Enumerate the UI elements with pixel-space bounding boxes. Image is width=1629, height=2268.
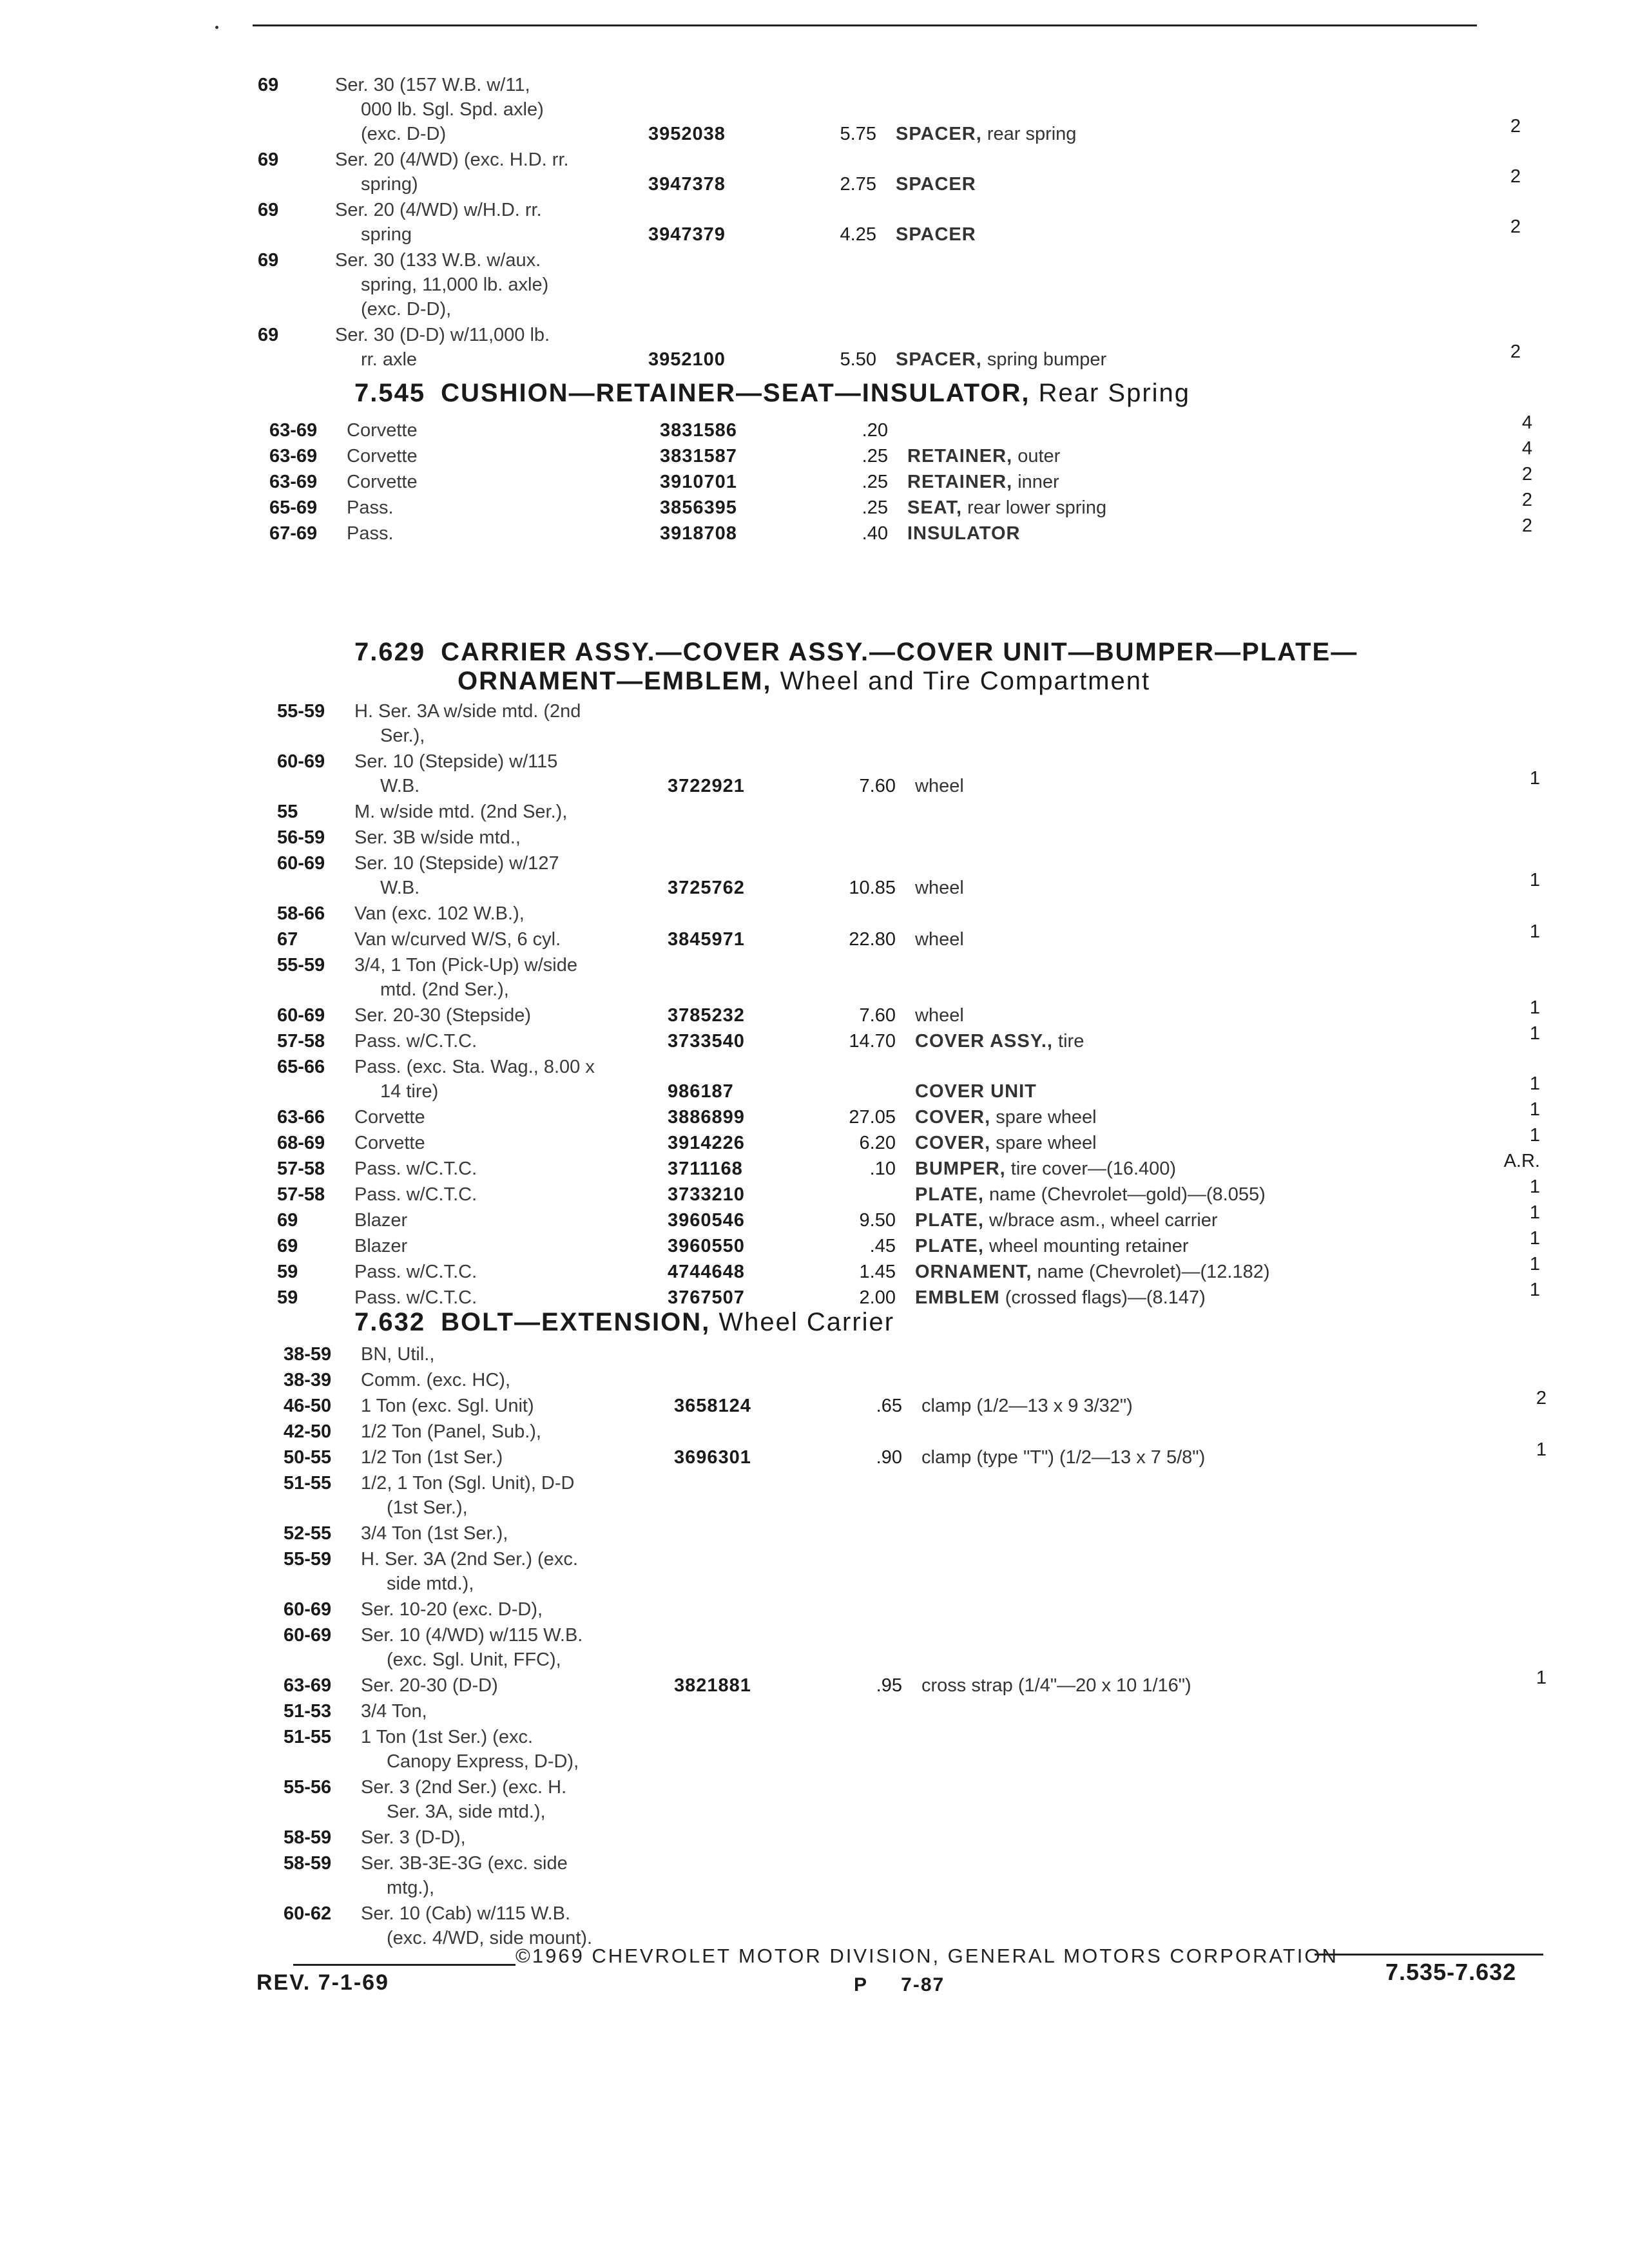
model-years: 65-69 [269,497,318,518]
application-line: Pass. w/C.T.C. [354,1031,477,1052]
part-number: 3960550 [668,1236,745,1256]
model-years: 60-69 [277,853,325,874]
section-title: CUSHION—RETAINER—SEAT—INSULATOR, [441,379,1030,407]
part-name-desc: name (Chevrolet—gold)—(8.055) [983,1184,1266,1205]
model-years: 69 [258,250,279,271]
quantity: 1 [1529,921,1540,942]
price: .10 [869,1158,896,1179]
part-number: 3831587 [660,446,737,466]
part-number: 3733540 [668,1031,745,1052]
part-name-bold: PLATE, [915,1210,984,1231]
part-number: 3910701 [660,472,737,492]
application-line: Ser. 30 (133 W.B. w/aux. [335,250,541,271]
part-name [915,1285,1206,1311]
section-heading [354,1308,894,1337]
application-line: side mtd.), [387,1573,474,1594]
application-line: Blazer [354,1210,408,1231]
price: .25 [862,497,888,518]
application-line: 3/4, 1 Ton (Pick-Up) w/side [354,955,577,975]
model-years: 63-69 [269,446,318,466]
application-line: 1 Ton (1st Ser.) (exc. [361,1727,534,1747]
model-years: 69 [258,149,279,170]
model-years: 51-53 [284,1701,332,1722]
application-line: Ser. 3A, side mtd.), [387,1802,546,1822]
part-number: 4744648 [668,1262,745,1282]
model-years: 69 [258,325,279,345]
part-name-bold: COVER ASSY., [915,1031,1053,1052]
price: 1.45 [859,1262,896,1282]
model-years: 67-69 [269,523,318,544]
model-years: 69 [258,75,279,95]
part-name-desc: cross strap (1/4"—20 x 10 1/16") [921,1675,1191,1696]
model-years: 50-55 [284,1447,332,1468]
part-name-bold: SPACER [896,174,976,195]
part-name-desc: tire cover—(16.400) [1005,1158,1177,1179]
model-years: 59 [277,1262,298,1282]
part-number: 986187 [668,1081,734,1102]
model-years: 38-59 [284,1344,332,1365]
page-number: P 7-87 [854,1974,945,1995]
part-number: 3785232 [668,1005,745,1026]
part-name [915,773,964,799]
part-name-bold: COVER UNIT [915,1081,1037,1102]
part-number: 3733210 [668,1184,745,1205]
price: 7.60 [859,776,896,796]
model-years: 52-55 [284,1523,332,1544]
part-number: 3725762 [668,878,745,898]
application-line: Ser. 10 (Cab) w/115 W.B. [361,1903,571,1924]
footer-rule-left [293,1964,516,1966]
application-line: W.B. [380,776,420,796]
part-number: 3831586 [660,420,737,441]
quantity: 1 [1529,1254,1540,1274]
application-line: Ser. 3B w/side mtd., [354,827,521,848]
price: .90 [876,1447,902,1468]
part-number: 3821881 [674,1675,751,1696]
application-line: Corvette [347,420,418,441]
model-years: 55 [277,802,298,822]
application-line: Ser. 10 (4/WD) w/115 W.B. [361,1625,583,1646]
model-years: 65-66 [277,1057,325,1077]
application-line: spring, 11,000 lb. axle) [361,274,549,295]
part-number: 3856395 [660,497,737,518]
application-line: Ser. 3 (2nd Ser.) (exc. H. [361,1777,567,1798]
model-years: 56-59 [277,827,325,848]
part-name-bold: PLATE, [915,1184,984,1205]
part-number: 3960546 [668,1210,745,1231]
section-description: Rear Spring [1030,379,1191,407]
application-line: H. Ser. 3A (2nd Ser.) (exc. [361,1549,578,1570]
part-name-desc: wheel [915,878,964,898]
price: .65 [876,1396,902,1416]
quantity: 4 [1521,438,1532,459]
part-name-bold: SEAT, [907,497,963,518]
section-title-cont: ORNAMENT—EMBLEM, [458,667,772,695]
part-number: 3918708 [660,523,737,544]
price: 5.50 [840,349,876,370]
quantity: 1 [1529,870,1540,890]
model-years: 42-50 [284,1421,332,1442]
model-years: 57-58 [277,1158,325,1179]
section-heading [354,379,1190,408]
application-line: mtd. (2nd Ser.), [380,979,509,1000]
model-years: 58-59 [284,1827,332,1848]
model-years: 60-69 [277,1005,325,1026]
part-name-desc: tire [1052,1031,1084,1052]
model-years: 68-69 [277,1133,325,1153]
application-line: (exc. 4/WD, side mount). [387,1928,593,1948]
model-years: 55-59 [284,1549,332,1570]
model-years: 38-39 [284,1370,332,1390]
application-line: Ser. 20 (4/WD) (exc. H.D. rr. [335,149,569,170]
application-line: Corvette [347,472,418,492]
price: 14.70 [849,1031,896,1052]
part-number: 3952038 [648,124,726,144]
price: 2.00 [859,1287,896,1308]
part-number: 3696301 [674,1447,751,1468]
part-name-desc: rear lower spring [962,497,1107,518]
part-name [907,495,1106,521]
price: .40 [862,523,888,544]
price: .25 [862,446,888,466]
quantity: 1 [1529,1099,1540,1120]
price: .20 [862,420,888,441]
application-line: W.B. [380,878,420,898]
part-name [907,521,1020,546]
scan-speck [215,26,218,29]
part-name [915,1259,1270,1285]
part-name-bold: BUMPER, [915,1158,1006,1179]
part-name [896,171,976,197]
part-name-desc: wheel mounting retainer [983,1236,1189,1256]
application-line: Pass. w/C.T.C. [354,1158,477,1179]
application-line: (1st Ser.), [387,1497,468,1518]
price: 4.25 [840,224,876,245]
part-name-bold: EMBLEM [915,1287,1000,1308]
model-years: 55-59 [277,701,325,722]
application-line: 000 lb. Sgl. Spd. axle) [361,99,544,120]
part-number: 3722921 [668,776,745,796]
application-line: Ser. 20-30 (Stepside) [354,1005,532,1026]
application-line: Pass. (exc. Sta. Wag., 8.00 x [354,1057,595,1077]
quantity: 2 [1521,490,1532,510]
model-years: 51-55 [284,1473,332,1494]
part-name-desc: spring bumper [981,349,1107,370]
quantity: 2 [1510,166,1521,187]
section-title: CARRIER ASSY.—COVER ASSY.—COVER UNIT—BUMPER—PLATE— [441,638,1358,666]
price: .45 [869,1236,896,1256]
section-title: BOLT—EXTENSION, [441,1308,711,1336]
part-number: 3914226 [668,1133,745,1153]
model-years: 60-69 [284,1599,332,1620]
part-name [907,443,1060,469]
model-years: 57-58 [277,1031,325,1052]
application-line: Corvette [347,446,418,466]
application-line: Van (exc. 102 W.B.), [354,903,525,924]
quantity: 1 [1529,1177,1540,1197]
quantity: 1 [1529,768,1540,789]
part-name-desc: clamp (1/2—13 x 9 3/32") [921,1396,1133,1416]
quantity: A.R. [1503,1151,1540,1171]
quantity: 2 [1536,1388,1547,1408]
model-years: 63-69 [284,1675,332,1696]
part-name-bold: SPACER, [896,124,982,144]
model-years: 59 [277,1287,298,1308]
application-line: Ser. 3B-3E-3G (exc. side [361,1853,568,1874]
part-name [921,1393,1133,1419]
part-name-bold: SPACER [896,224,976,245]
revision-date: REV. 7-1-69 [256,1970,389,1995]
part-name-desc: spare wheel [990,1107,1097,1128]
model-years: 55-59 [277,955,325,975]
application-line: spring [361,224,412,245]
application-line: Pass. w/C.T.C. [354,1287,477,1308]
price: 27.05 [849,1107,896,1128]
application-line: 1/2 Ton (1st Ser.) [361,1447,503,1468]
part-name [921,1445,1205,1470]
part-name [915,1207,1218,1233]
model-years: 58-66 [277,903,325,924]
model-years: 58-59 [284,1853,332,1874]
part-name [915,1182,1266,1207]
model-years: 69 [277,1236,298,1256]
part-name [915,1003,964,1028]
model-years: 63-69 [269,420,318,441]
section-number: 7.632 [354,1308,426,1336]
part-number: 3658124 [674,1396,751,1416]
part-name [915,1028,1084,1054]
price: 7.60 [859,1005,896,1026]
part-name [915,1130,1097,1156]
part-number: 3711168 [668,1158,743,1179]
model-years: 46-50 [284,1396,332,1416]
part-name-bold: COVER, [915,1133,991,1153]
part-name [915,1104,1097,1130]
section-range: 7.535-7.632 [1385,1959,1517,1985]
application-line: Corvette [354,1107,425,1128]
model-years: 67 [277,929,298,950]
application-line: Van w/curved W/S, 6 cyl. [354,929,561,950]
quantity: 2 [1521,464,1532,485]
price: 5.75 [840,124,876,144]
footer-rule-right [1315,1954,1543,1956]
part-name-desc: outer [1012,446,1061,466]
part-name [915,1079,1037,1104]
quantity: 1 [1536,1439,1547,1460]
application-line: 14 tire) [380,1081,439,1102]
application-line: Pass. [347,523,394,544]
quantity: 4 [1521,412,1532,433]
part-name-bold: COVER, [915,1107,991,1128]
quantity: 1 [1529,1202,1540,1223]
section-heading [354,638,1358,696]
part-name-bold: PLATE, [915,1236,984,1256]
application-line: Pass. w/C.T.C. [354,1262,477,1282]
top-rule [253,24,1477,26]
part-number: 3947378 [648,174,726,195]
part-name-desc: wheel [915,776,964,796]
part-name-bold: SPACER, [896,349,982,370]
part-name-desc: spare wheel [990,1133,1097,1153]
part-name [907,469,1059,495]
model-years: 69 [258,200,279,220]
part-name [915,1233,1189,1259]
model-years: 55-56 [284,1777,332,1798]
part-name-desc: (crossed flags)—(8.147) [999,1287,1206,1308]
part-name-desc: rear spring [981,124,1077,144]
model-years: 63-69 [269,472,318,492]
application-line: mtg.), [387,1878,435,1898]
part-name-bold: INSULATOR [907,523,1021,544]
application-line: Ser. 3 (D-D), [361,1827,466,1848]
part-name [915,875,964,901]
part-name-desc: wheel [915,929,964,950]
quantity: 2 [1510,116,1521,137]
quantity: 2 [1510,216,1521,237]
part-name [896,347,1106,372]
application-line: Ser. 20 (4/WD) w/H.D. rr. [335,200,542,220]
application-line: M. w/side mtd. (2nd Ser.), [354,802,568,822]
application-line: 3/4 Ton, [361,1701,427,1722]
application-line: spring) [361,174,418,195]
application-line: (exc. D-D) [361,124,447,144]
application-line: Ser. 20-30 (D-D) [361,1675,498,1696]
quantity: 2 [1521,515,1532,536]
part-number: 3845971 [668,929,745,950]
part-number: 3767507 [668,1287,745,1308]
part-name [921,1673,1191,1698]
quantity: 1 [1529,997,1540,1018]
part-number: 3886899 [668,1107,745,1128]
price: .95 [876,1675,902,1696]
quantity: 2 [1510,341,1521,362]
part-name-desc: clamp (type "T") (1/2—13 x 7 5/8") [921,1447,1206,1468]
section-number: 7.629 [354,638,426,666]
quantity: 1 [1529,1023,1540,1044]
model-years: 69 [277,1210,298,1231]
model-years: 60-69 [284,1625,332,1646]
price: .25 [862,472,888,492]
model-years: 57-58 [277,1184,325,1205]
application-line: Pass. [347,497,394,518]
application-line: BN, Util., [361,1344,435,1365]
quantity: 1 [1529,1228,1540,1249]
application-line: H. Ser. 3A w/side mtd. (2nd [354,701,581,722]
section-number: 7.545 [354,379,426,407]
application-line: (exc. Sgl. Unit, FFC), [387,1649,561,1670]
quantity: 1 [1529,1125,1540,1146]
application-line: (exc. D-D), [361,299,452,320]
price: 2.75 [840,174,876,195]
part-name [915,1156,1176,1182]
part-name-desc: w/brace asm., wheel carrier [983,1210,1218,1231]
part-name-desc: wheel [915,1005,964,1026]
application-line: rr. axle [361,349,418,370]
part-name-desc: name (Chevrolet)—(12.182) [1032,1262,1270,1282]
model-years: 51-55 [284,1727,332,1747]
quantity: 1 [1536,1667,1547,1688]
application-line: Ser.), [380,726,425,746]
part-name-bold: RETAINER, [907,446,1013,466]
part-name-desc: inner [1012,472,1059,492]
model-years: 60-62 [284,1903,332,1924]
application-line: Ser. 30 (157 W.B. w/11, [335,75,530,95]
application-line: 1/2, 1 Ton (Sgl. Unit), D-D [361,1473,575,1494]
part-number: 3947379 [648,224,726,245]
application-line: Blazer [354,1236,408,1256]
application-line: 3/4 Ton (1st Ser.), [361,1523,508,1544]
price: 9.50 [859,1210,896,1231]
model-years: 63-66 [277,1107,325,1128]
part-number: 3952100 [648,349,726,370]
application-line: Pass. w/C.T.C. [354,1184,477,1205]
quantity: 1 [1529,1280,1540,1300]
model-years: 60-69 [277,751,325,772]
part-name [915,927,964,952]
application-line: 1 Ton (exc. Sgl. Unit) [361,1396,534,1416]
part-name [896,121,1076,147]
price: 10.85 [849,878,896,898]
part-name-bold: RETAINER, [907,472,1013,492]
application-line: Ser. 10 (Stepside) w/127 [354,853,559,874]
application-line: Ser. 10-20 (exc. D-D), [361,1599,543,1620]
section-description: Wheel and Tire Compartment [771,667,1151,695]
application-line: Canopy Express, D-D), [387,1751,579,1772]
application-line: Corvette [354,1133,425,1153]
part-name [896,222,976,247]
section-description: Wheel Carrier [710,1308,895,1336]
application-line: Ser. 10 (Stepside) w/115 [354,751,558,772]
application-line: 1/2 Ton (Panel, Sub.), [361,1421,541,1442]
quantity: 1 [1529,1073,1540,1094]
application-line: Ser. 30 (D-D) w/11,000 lb. [335,325,550,345]
price: 6.20 [859,1133,896,1153]
price: 22.80 [849,929,896,950]
application-line: Comm. (exc. HC), [361,1370,510,1390]
footer-copyright: ©1969 CHEVROLET MOTOR DIVISION, GENERAL MOTORS CORPORATION [516,1945,1338,1967]
part-name-bold: ORNAMENT, [915,1262,1032,1282]
